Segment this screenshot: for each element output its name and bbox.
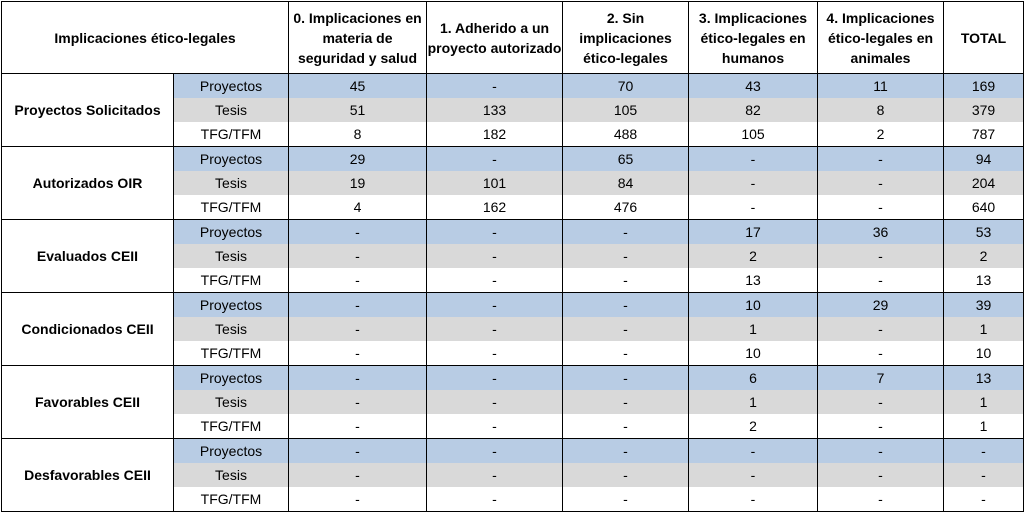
row-label: TFG/TFM (174, 487, 289, 512)
row-label: TFG/TFM (174, 414, 289, 439)
row-label: Proyectos (174, 74, 289, 99)
total-cell: 169 (944, 74, 1024, 99)
value-cell: 8 (289, 122, 427, 147)
value-cell: - (818, 463, 944, 487)
value-cell: - (289, 293, 427, 318)
value-cell: 51 (289, 98, 427, 122)
total-cell: 1 (944, 414, 1024, 439)
value-cell: 4 (289, 195, 427, 220)
total-cell: 53 (944, 220, 1024, 245)
column-header: 2. Sin implicaciones ético-legales (563, 2, 689, 74)
row-label: Tesis (174, 244, 289, 268)
value-cell: - (563, 366, 689, 391)
row-label: Proyectos (174, 439, 289, 464)
value-cell: - (289, 414, 427, 439)
table-row (2, 293, 1024, 318)
group-label: Proyectos Solicitados (2, 74, 174, 147)
value-cell: - (563, 390, 689, 414)
value-cell: 82 (689, 98, 818, 122)
value-cell: - (689, 195, 818, 220)
value-cell: - (289, 244, 427, 268)
value-cell: 19 (289, 171, 427, 195)
group-label: Evaluados CEII (2, 220, 174, 293)
value-cell: 29 (289, 147, 427, 172)
value-cell: 2 (689, 244, 818, 268)
value-cell: - (289, 487, 427, 512)
value-cell: 8 (818, 98, 944, 122)
value-cell: 29 (818, 293, 944, 318)
value-cell: - (563, 293, 689, 318)
value-cell: - (427, 463, 563, 487)
value-cell: - (427, 390, 563, 414)
value-cell: - (563, 414, 689, 439)
row-label: Tesis (174, 463, 289, 487)
value-cell: 7 (818, 366, 944, 391)
value-cell: 1 (689, 317, 818, 341)
total-cell: 10 (944, 341, 1024, 366)
table-row (2, 74, 1024, 99)
total-cell: 1 (944, 390, 1024, 414)
value-cell: - (563, 487, 689, 512)
group-label: Condicionados CEII (2, 293, 174, 366)
value-cell: 2 (818, 122, 944, 147)
value-cell: 84 (563, 171, 689, 195)
value-cell: - (427, 74, 563, 99)
value-cell: 2 (689, 414, 818, 439)
value-cell: 182 (427, 122, 563, 147)
total-cell: 13 (944, 268, 1024, 293)
total-cell: 39 (944, 293, 1024, 318)
value-cell: - (427, 293, 563, 318)
row-label: Proyectos (174, 293, 289, 318)
value-cell: 101 (427, 171, 563, 195)
group-label: Desfavorables CEII (2, 439, 174, 512)
ethics-legal-table (1, 1, 1024, 512)
value-cell: 162 (427, 195, 563, 220)
value-cell: - (289, 439, 427, 464)
value-cell: - (818, 171, 944, 195)
value-cell: - (818, 341, 944, 366)
total-cell: 204 (944, 171, 1024, 195)
value-cell: - (563, 220, 689, 245)
value-cell: - (818, 390, 944, 414)
value-cell: - (427, 341, 563, 366)
table-row (2, 366, 1024, 391)
value-cell: - (689, 487, 818, 512)
value-cell: - (427, 268, 563, 293)
value-cell: - (818, 439, 944, 464)
total-cell: 13 (944, 366, 1024, 391)
value-cell: - (427, 487, 563, 512)
group-label: Favorables CEII (2, 366, 174, 439)
total-cell: - (944, 439, 1024, 464)
column-header: 1. Adherido a un proyecto autorizado (427, 2, 563, 74)
value-cell: - (289, 463, 427, 487)
value-cell: - (427, 439, 563, 464)
value-cell: 11 (818, 74, 944, 99)
value-cell: - (289, 317, 427, 341)
total-cell: 1 (944, 317, 1024, 341)
value-cell: - (563, 463, 689, 487)
row-label: Tesis (174, 317, 289, 341)
total-cell: 94 (944, 147, 1024, 172)
row-label: Tesis (174, 390, 289, 414)
value-cell: - (818, 268, 944, 293)
value-cell: 17 (689, 220, 818, 245)
row-label: Tesis (174, 98, 289, 122)
column-header: 3. Implicaciones ético-legales en humanos (689, 2, 818, 74)
value-cell: - (427, 366, 563, 391)
value-cell: - (427, 317, 563, 341)
column-header: 4. Implicaciones ético-legales en animales (818, 2, 944, 74)
value-cell: - (563, 439, 689, 464)
value-cell: 70 (563, 74, 689, 99)
row-label: TFG/TFM (174, 122, 289, 147)
table-row (2, 439, 1024, 464)
value-cell: - (689, 147, 818, 172)
column-header: 0. Implicaciones en materia de seguridad y salud (289, 2, 427, 74)
total-cell: 379 (944, 98, 1024, 122)
value-cell: - (289, 268, 427, 293)
value-cell: 10 (689, 341, 818, 366)
value-cell: 476 (563, 195, 689, 220)
row-label: Proyectos (174, 366, 289, 391)
value-cell: - (818, 147, 944, 172)
total-cell: 2 (944, 244, 1024, 268)
table-body (2, 74, 1024, 512)
value-cell: - (563, 341, 689, 366)
value-cell: 488 (563, 122, 689, 147)
value-cell: - (689, 463, 818, 487)
row-label: Tesis (174, 171, 289, 195)
value-cell: 1 (689, 390, 818, 414)
value-cell: 13 (689, 268, 818, 293)
value-cell: - (563, 244, 689, 268)
value-cell: 105 (689, 122, 818, 147)
value-cell: - (818, 195, 944, 220)
value-cell: - (818, 317, 944, 341)
total-cell: 640 (944, 195, 1024, 220)
row-label: Proyectos (174, 147, 289, 172)
corner-header: Implicaciones ético-legales (2, 2, 289, 74)
group-label: Autorizados OIR (2, 147, 174, 220)
value-cell: 36 (818, 220, 944, 245)
table-row (2, 220, 1024, 245)
value-cell: - (563, 268, 689, 293)
row-label: TFG/TFM (174, 268, 289, 293)
value-cell: 65 (563, 147, 689, 172)
value-cell: 10 (689, 293, 818, 318)
value-cell: - (689, 171, 818, 195)
value-cell: - (427, 147, 563, 172)
value-cell: 45 (289, 74, 427, 99)
value-cell: - (818, 414, 944, 439)
value-cell: - (289, 341, 427, 366)
value-cell: - (818, 244, 944, 268)
row-label: TFG/TFM (174, 195, 289, 220)
value-cell: 133 (427, 98, 563, 122)
value-cell: - (689, 439, 818, 464)
value-cell: 43 (689, 74, 818, 99)
total-cell: - (944, 463, 1024, 487)
value-cell: 105 (563, 98, 689, 122)
row-label: Proyectos (174, 220, 289, 245)
table-row (2, 147, 1024, 172)
row-label: TFG/TFM (174, 341, 289, 366)
value-cell: - (289, 390, 427, 414)
value-cell: - (427, 414, 563, 439)
value-cell: 6 (689, 366, 818, 391)
total-cell: 787 (944, 122, 1024, 147)
value-cell: - (818, 487, 944, 512)
header-row (2, 2, 1024, 74)
value-cell: - (427, 244, 563, 268)
total-cell: - (944, 487, 1024, 512)
value-cell: - (563, 317, 689, 341)
value-cell: - (427, 220, 563, 245)
total-header: TOTAL (944, 2, 1024, 74)
value-cell: - (289, 366, 427, 391)
value-cell: - (289, 220, 427, 245)
